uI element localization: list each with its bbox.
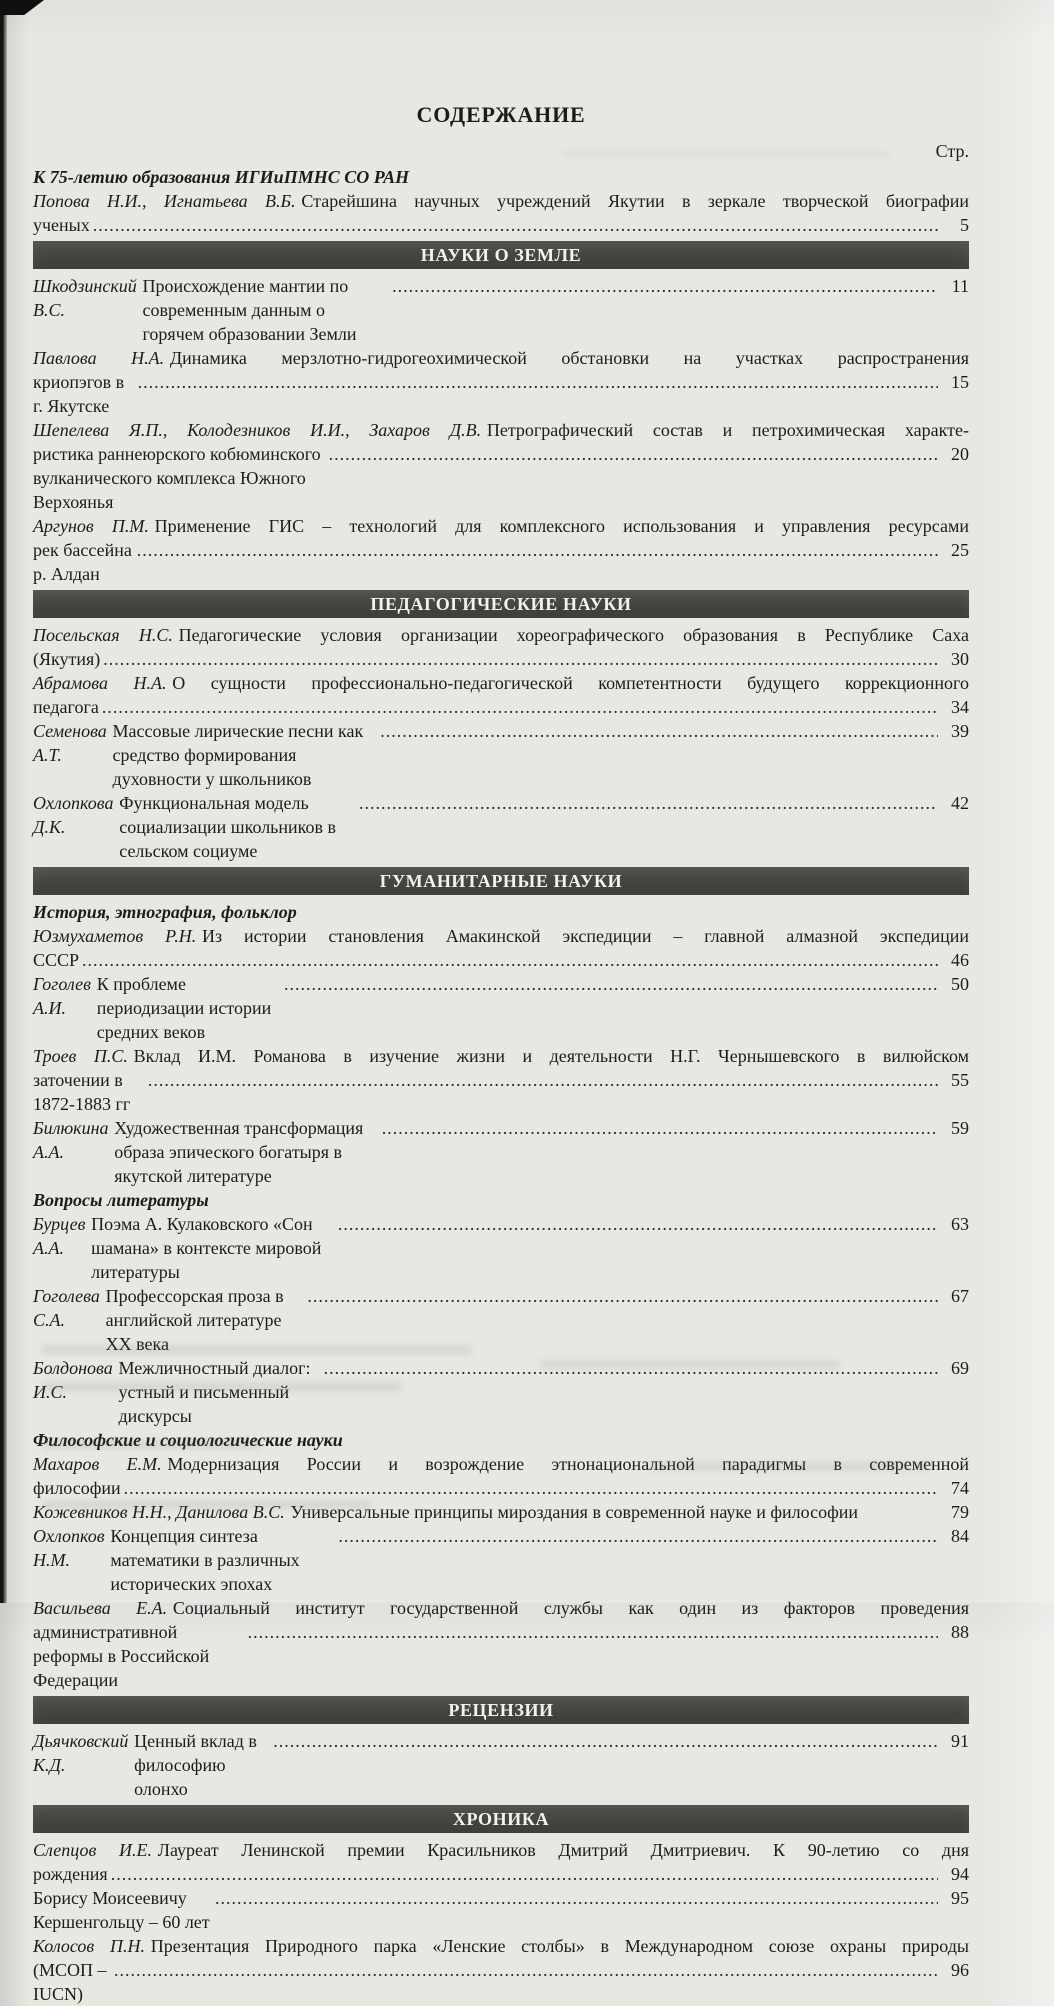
bleed-through-artifact — [42, 1440, 262, 1449]
entry-line — [33, 1476, 969, 1500]
toc-entry — [33, 1934, 969, 2006]
entry-line — [33, 1212, 969, 1284]
page-number: 69 — [951, 1358, 969, 1378]
entry-authors: Охлопков Н.М. — [33, 1526, 105, 1570]
section-header: ГУМАНИТАРНЫЕ НАУКИ — [33, 867, 969, 895]
entry-title-text: криопэгов в г. Якутске — [33, 372, 125, 416]
entry-authors: Кожевников Н.Н., Данилова В.С. — [33, 1502, 285, 1522]
entry-authors: Билюкина А.А. — [33, 1118, 109, 1162]
entry-line — [33, 924, 969, 948]
dot-leader — [284, 972, 938, 996]
toc-entry — [33, 924, 969, 972]
toc-entry — [33, 418, 969, 514]
entry-line — [33, 1886, 969, 1934]
entry-authors: Юзмухаметов Р.Н. — [33, 926, 197, 946]
entry-title-text: Борису Моисеевичу Кершенгольцу – 60 лет — [33, 1888, 210, 1932]
entry-line — [33, 948, 969, 972]
entry-authors: Шкодзинский В.С. — [33, 276, 137, 320]
bleed-through-artifact — [42, 1500, 372, 1509]
page-number: 96 — [951, 1960, 969, 1980]
toc-entry — [33, 791, 969, 863]
toc-entry — [33, 623, 969, 671]
entry-line — [33, 1116, 969, 1188]
entry-line — [33, 1958, 969, 2006]
dot-leader — [307, 1284, 938, 1308]
entry-title-text: заточении в 1872-1883 гг — [33, 1070, 131, 1114]
entry-line — [33, 695, 969, 719]
bleed-through-artifact — [42, 1382, 402, 1392]
section-header: РЕЦЕНЗИИ — [33, 1696, 969, 1724]
entry-title-text: Ценный вклад в философию олонхо — [134, 1731, 257, 1799]
page-title: СОДЕРЖАНИЕ — [416, 102, 586, 127]
entry-authors: Охлопкова Д.К. — [33, 793, 114, 837]
entry-title-text: Презентация Природного парка «Ленские столбы» в Международном союзе охраны природы — [150, 1936, 969, 1956]
entry-title-text: философии — [33, 1478, 121, 1498]
toc-entry — [33, 719, 969, 791]
toc-entry — [33, 1212, 969, 1284]
dot-leader — [329, 442, 938, 466]
dot-leader — [380, 719, 938, 743]
entry-title-text: Происхождение мантии по современным данным о горячем образовании Земли — [142, 276, 357, 344]
entry-title-text: Модернизация России и возрождение этнонациональной парадигмы в современной — [167, 1454, 970, 1474]
toc-entry — [33, 1596, 969, 1692]
entry-title-text: Универсальные принципы мироздания в современной науке и философии — [290, 1502, 858, 1522]
entry-title-text: педагога — [33, 697, 99, 717]
toc-entry — [33, 1886, 969, 1934]
entry-line — [33, 1862, 969, 1886]
entry-line — [33, 213, 969, 237]
entry-title-text: Функциональная модель социализации школьников в сельском социуме — [119, 793, 336, 861]
entry-title-text: СССР — [33, 950, 80, 970]
toc-entry — [33, 514, 969, 586]
entry-title-text: Массовые лирические песни как средство формирования духовности у школьников — [112, 721, 364, 789]
entry-line — [33, 1934, 969, 1958]
entry-title-text: Лауреат Ленинской премии Красильников Дмитрий Дмитриевич. К 90-летию со дня — [157, 1840, 969, 1860]
dot-leader — [273, 1729, 938, 1753]
dot-leader — [111, 1862, 938, 1886]
entry-title-text: О сущности профессионально-педагогической компетентности будущего коррекционного — [172, 673, 969, 693]
entry-title-text: Межличностный диалог: устный и письменный дискурсы — [118, 1358, 311, 1426]
entry-authors: Гоголев А.И. — [33, 974, 91, 1018]
page-column-label: Стр. — [935, 141, 969, 161]
entry-authors: Махаров Е.М. — [33, 1454, 162, 1474]
entry-title-text: рек бассейна р. Алдан — [33, 540, 132, 584]
entry-title-text: Динамика мерзлотно-гидрогеохимической обстановки на участках распространения — [169, 348, 969, 368]
toc-entry — [33, 1116, 969, 1188]
dot-leader — [148, 1068, 938, 1092]
dot-leader — [359, 791, 938, 815]
toc-entry — [33, 671, 969, 719]
page-number: 79 — [951, 1502, 969, 1522]
dot-leader — [248, 1620, 938, 1644]
entry-title-text: Старейшина научных учреждений Якутии в зеркале творческой биографии — [301, 191, 969, 211]
toc-entry — [33, 972, 969, 1044]
toc-entry — [33, 1838, 969, 1886]
page-number: 39 — [951, 721, 969, 741]
bleed-through-artifact — [560, 150, 890, 158]
toc-entry — [33, 1044, 969, 1116]
dot-leader — [215, 1886, 938, 1910]
page-number: 46 — [951, 950, 969, 970]
entry-line — [33, 791, 969, 863]
entry-title-text: административной реформы в Российской Федерации — [33, 1622, 210, 1690]
entry-line — [33, 274, 969, 346]
page-number: 59 — [951, 1118, 969, 1138]
dot-leader — [102, 695, 938, 719]
entry-line — [33, 1729, 969, 1801]
page-number: 91 — [951, 1731, 969, 1751]
dot-leader — [103, 647, 938, 671]
entry-authors: Бурцев А.А. — [33, 1214, 86, 1258]
page-number: 74 — [951, 1478, 969, 1498]
toc-entry — [33, 346, 969, 418]
entry-line — [33, 647, 969, 671]
entry-line — [33, 1596, 969, 1620]
entry-authors: Аргунов П.М. — [33, 516, 149, 536]
dot-leader — [82, 948, 938, 972]
entry-title-text: Из истории становления Амакинской экспедиции – главной алмазной экспедиции — [202, 926, 970, 946]
page-number: 5 — [960, 215, 969, 235]
dot-leader — [138, 370, 938, 394]
toc-entry — [33, 274, 969, 346]
dot-leader — [124, 1476, 938, 1500]
entry-authors: Попова Н.И., Игнатьева В.Б. — [33, 191, 296, 211]
entry-line — [33, 972, 969, 1044]
dot-leader — [114, 1958, 938, 1982]
entry-authors: Колосов П.Н. — [33, 1936, 145, 1956]
entry-authors: Абрамова Н.А. — [33, 673, 167, 693]
section-header: НАУКИ О ЗЕМЛЕ — [33, 241, 969, 269]
entry-authors: Посельская Н.С. — [33, 625, 173, 645]
entry-title-text: Применение ГИС – технологий для комплексного использования и управления ресурсами — [154, 516, 970, 536]
entry-line — [33, 442, 969, 514]
entry-title-text: Педагогические условия организации хореографического образования в Республике Саха — [178, 625, 969, 645]
page-number: 30 — [951, 649, 969, 669]
entry-title-text: (Якутия) — [33, 649, 101, 669]
bleed-through-artifact — [650, 1462, 930, 1471]
entry-line — [33, 671, 969, 695]
page-number: 11 — [951, 276, 969, 296]
dot-leader — [338, 1212, 938, 1236]
entry-authors: Болдонова И.С. — [33, 1358, 113, 1402]
section-header: ХРОНИКА — [33, 1805, 969, 1833]
page-number: 88 — [951, 1622, 969, 1642]
toc-subheading: К 75-летию образования ИГИиПМНС СО РАН — [33, 167, 410, 187]
toc-entry — [33, 189, 969, 237]
section-header: ПЕДАГОГИЧЕСКИЕ НАУКИ — [33, 590, 969, 618]
page-number: 63 — [951, 1214, 969, 1234]
entry-title-text: Профессорская проза в английской литературе XX века — [105, 1286, 284, 1354]
entry-authors: Павлова Н.А. — [33, 348, 165, 368]
scan-edge-artifact — [0, 0, 7, 1603]
toc-entry — [33, 1452, 969, 1500]
page-number: 67 — [951, 1286, 969, 1306]
dot-leader — [338, 1524, 938, 1548]
entry-title-text: Социальный институт государственной службы как один из факторов проведения — [172, 1598, 969, 1618]
entry-title-text: К проблеме периодизации истории средних веков — [96, 974, 272, 1042]
entry-authors: Троев П.С. — [33, 1046, 128, 1066]
page-number: 84 — [951, 1526, 969, 1546]
entry-line — [33, 538, 969, 586]
page-number: 50 — [951, 974, 969, 994]
entry-line — [33, 370, 969, 418]
entry-authors: Шепелева Я.П., Колодезников И.И., Захаров Д.В. — [33, 420, 482, 440]
entry-line — [33, 189, 969, 213]
entry-title-text: Поэма А. Кулаковского «Сон шамана» в контексте мировой литературы — [91, 1214, 322, 1282]
dot-leader — [137, 538, 938, 562]
entry-title-text: Концепция синтеза математики в различных исторических эпохах — [110, 1526, 300, 1594]
dot-leader — [392, 274, 938, 298]
bleed-through-artifact — [42, 1345, 472, 1355]
entry-title-text: Вклад И.М. Романова в изучение жизни и деятельности Н.Г. Чернышевского в вилюйском — [133, 1046, 969, 1066]
entry-title-text: ученых — [33, 215, 90, 235]
page-number: 15 — [951, 372, 969, 392]
entry-line — [33, 1838, 969, 1862]
entry-authors: Гоголева С.А. — [33, 1286, 100, 1330]
bleed-through-artifact — [540, 1360, 840, 1369]
toc-subheading: Философские и социологические науки — [33, 1430, 343, 1450]
entry-authors: Дьячковский К.Д. — [33, 1731, 129, 1775]
entry-title-text: ристика раннеюрского кобюминского вулканического комплекса Южного Верхоянья — [33, 444, 321, 512]
toc-subheading: История, этнография, фольклор — [33, 902, 297, 922]
entry-title-text: (МСОП – IUCN) — [33, 1960, 107, 2004]
toc-entry — [33, 1524, 969, 1596]
page-number: 42 — [951, 793, 969, 813]
entry-line — [33, 1524, 969, 1596]
dot-leader — [93, 213, 938, 237]
page-number: 55 — [951, 1070, 969, 1090]
entry-title-text: Петрографический состав и петрохимическая характе- — [486, 420, 970, 440]
entry-line — [33, 719, 969, 791]
page-number: 34 — [951, 697, 969, 717]
entry-title-text: Художественная трансформация образа эпического богатыря в якутской литературе — [114, 1118, 364, 1186]
page-number: 25 — [951, 540, 969, 560]
entry-line — [33, 623, 969, 647]
toc-entry — [33, 1729, 969, 1801]
table-of-contents — [33, 165, 969, 2006]
entry-line — [33, 1620, 969, 1692]
entry-title-text: рождения — [33, 1864, 108, 1884]
entry-line — [33, 1068, 969, 1116]
page-number: 94 — [951, 1864, 969, 1884]
entry-line — [33, 1044, 969, 1068]
entry-authors: Слепцов И.Е. — [33, 1840, 152, 1860]
entry-line — [33, 514, 969, 538]
page-number: 20 — [951, 444, 969, 464]
entry-authors: Семенова А.Т. — [33, 721, 107, 765]
dot-leader — [382, 1116, 938, 1140]
entry-line — [33, 418, 969, 442]
page-number: 95 — [951, 1888, 969, 1908]
toc-subheading: Вопросы литературы — [33, 1190, 209, 1210]
page-content — [33, 0, 969, 2006]
entry-authors: Васильева Е.А. — [33, 1598, 168, 1618]
entry-line — [33, 346, 969, 370]
